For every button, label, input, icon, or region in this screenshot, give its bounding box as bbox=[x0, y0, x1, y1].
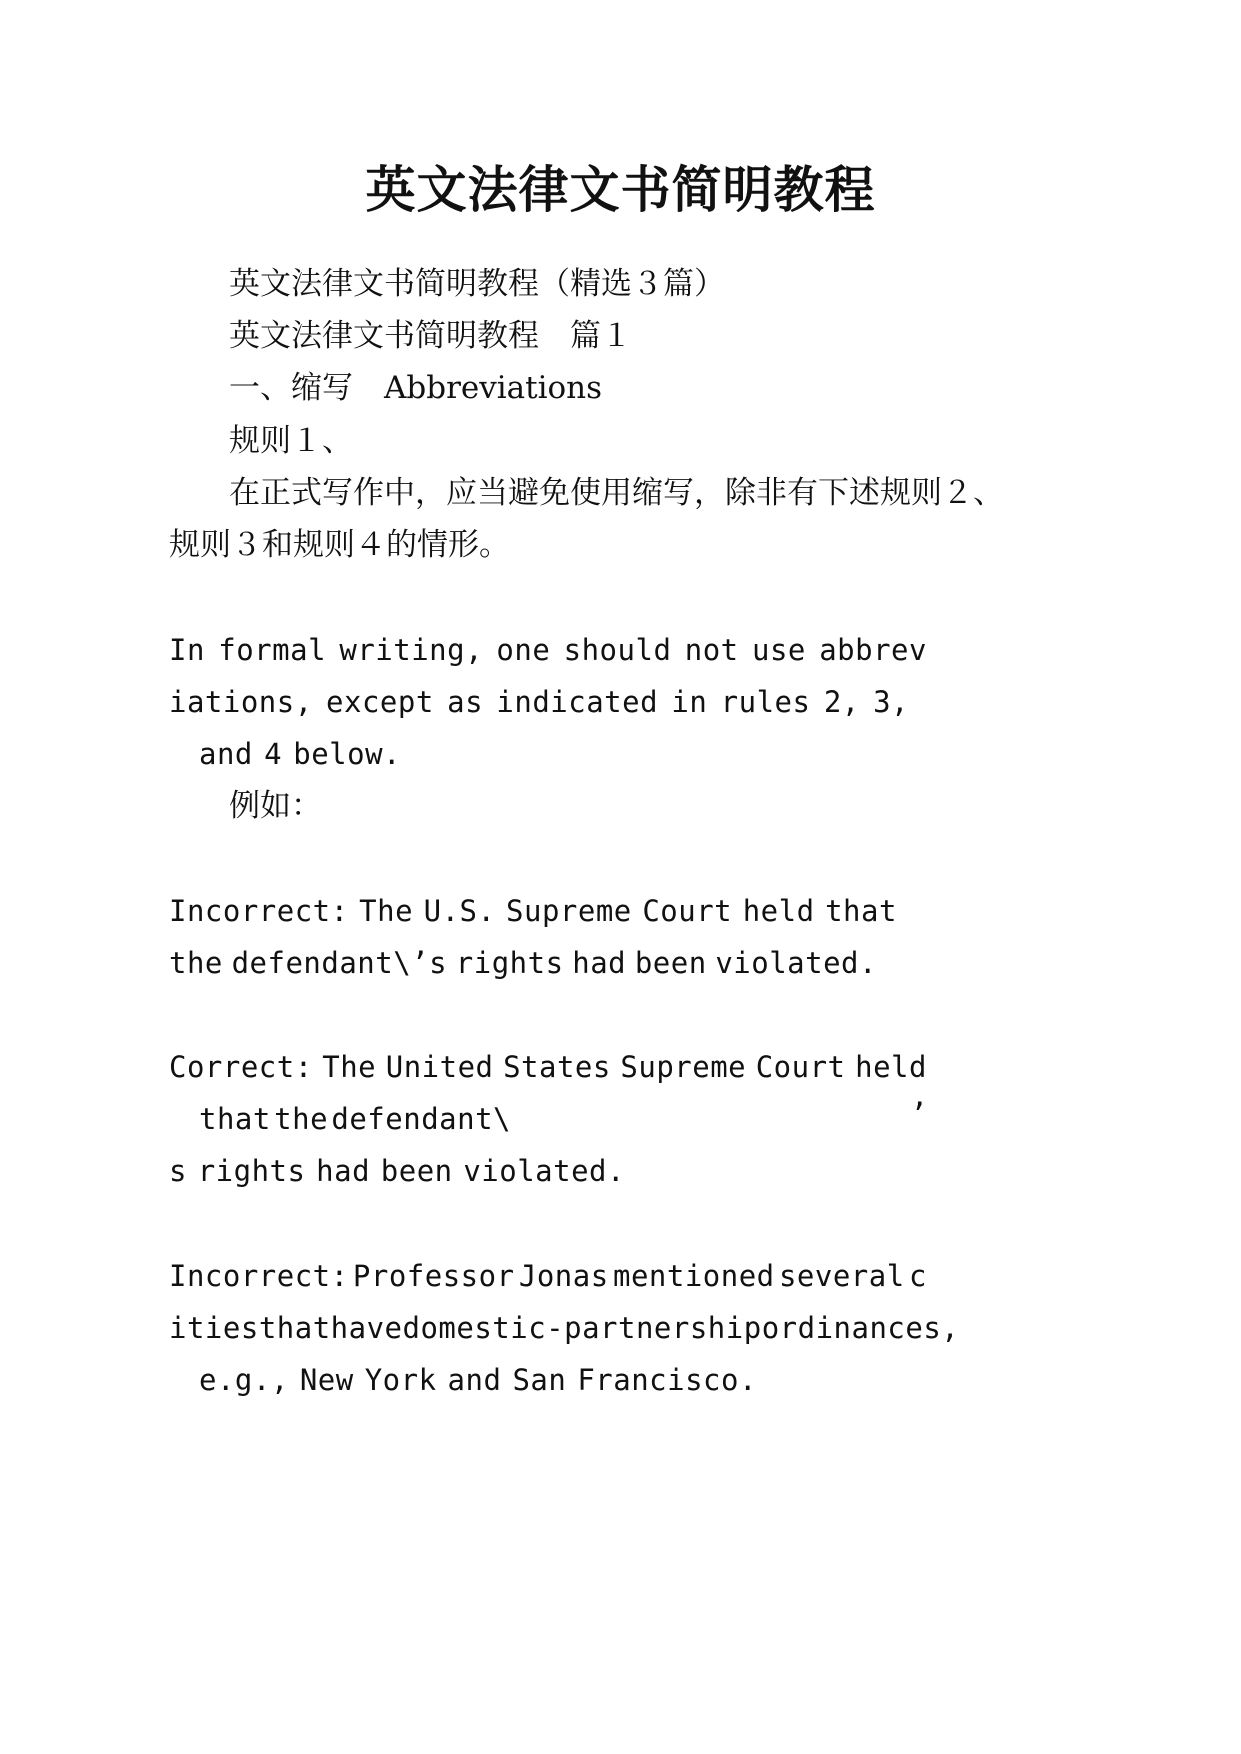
example-2-line2 bbox=[199, 1099, 511, 1139]
word: and bbox=[447, 1363, 502, 1397]
word: violated. bbox=[715, 946, 877, 980]
word: New bbox=[299, 1363, 354, 1397]
rule-1-text-line2: 规则３和规则４的情形。 bbox=[169, 527, 510, 563]
en-rule-line3 bbox=[199, 734, 401, 774]
word: held bbox=[742, 894, 815, 928]
rule-1-text-line1: 在正式写作中，应当避免使用缩写，除非有下述规则２、 bbox=[229, 475, 1004, 511]
word: s bbox=[169, 1154, 187, 1188]
rule-1-label: 规则１、 bbox=[229, 423, 353, 459]
example-2-line3 bbox=[169, 1151, 625, 1191]
word: been bbox=[634, 946, 707, 980]
word: below. bbox=[293, 737, 401, 771]
word: Francisco. bbox=[577, 1363, 757, 1397]
word: ordinances, bbox=[761, 1311, 960, 1345]
word: held bbox=[855, 1050, 927, 1084]
example-3-line2 bbox=[169, 1308, 960, 1348]
example-3-line1 bbox=[169, 1256, 927, 1296]
word: rights bbox=[455, 946, 564, 980]
word: as bbox=[447, 685, 484, 719]
word: San bbox=[512, 1363, 567, 1397]
word: had bbox=[316, 1154, 371, 1188]
word: U.S. bbox=[423, 894, 496, 928]
word: Court bbox=[755, 1050, 846, 1084]
word: violated. bbox=[463, 1154, 625, 1188]
en-rule-line2 bbox=[169, 682, 909, 722]
word: formal bbox=[218, 633, 327, 667]
word: Supreme bbox=[506, 894, 632, 928]
word: rights bbox=[197, 1154, 306, 1188]
word: use bbox=[751, 633, 806, 667]
word: that bbox=[199, 1102, 271, 1136]
word: Correct: bbox=[169, 1050, 313, 1084]
word: mentioned bbox=[613, 1259, 775, 1293]
word: Jonas bbox=[518, 1259, 609, 1293]
word: Professor bbox=[352, 1259, 515, 1293]
word: Incorrect: bbox=[169, 894, 349, 928]
example-3-line3 bbox=[199, 1360, 757, 1400]
word: except bbox=[326, 685, 434, 719]
word: York bbox=[364, 1363, 437, 1397]
word: e.g., bbox=[199, 1363, 289, 1397]
example-label: 例如： bbox=[229, 788, 322, 824]
word: and bbox=[199, 737, 253, 771]
en-rule-line1 bbox=[169, 630, 927, 670]
word: abbrev bbox=[819, 633, 927, 667]
word: The bbox=[322, 1050, 377, 1084]
word: States bbox=[503, 1050, 611, 1084]
word: one bbox=[496, 633, 551, 667]
word: Court bbox=[642, 894, 733, 928]
example-2-line1 bbox=[169, 1047, 927, 1087]
section-abbreviations: 一、缩写 Abbreviations bbox=[229, 370, 603, 406]
word: Incorrect: bbox=[169, 1259, 349, 1293]
word: 2, bbox=[823, 685, 860, 719]
example-1-line2 bbox=[169, 943, 877, 983]
word: writing, bbox=[339, 633, 484, 667]
heading-selected: 英文法律文书简明教程（精选３篇） bbox=[229, 266, 725, 302]
word: in bbox=[671, 685, 708, 719]
word: defendant\’s bbox=[231, 946, 448, 980]
word: c bbox=[908, 1259, 927, 1293]
heading-part-1: 英文法律文书简明教程 篇１ bbox=[229, 318, 632, 354]
word: In bbox=[169, 633, 205, 667]
example-1-line1 bbox=[169, 891, 897, 931]
word: 4 bbox=[264, 737, 283, 771]
word: United bbox=[385, 1050, 494, 1084]
word: Supreme bbox=[620, 1050, 747, 1084]
word: been bbox=[380, 1154, 453, 1188]
word: that bbox=[825, 894, 897, 928]
word: have bbox=[330, 1311, 403, 1345]
word: rules bbox=[720, 685, 811, 719]
word: the bbox=[169, 946, 223, 980]
word: that bbox=[258, 1311, 331, 1345]
word: not bbox=[684, 633, 739, 667]
apostrophe-mark: ’ bbox=[910, 1097, 928, 1131]
word: several bbox=[778, 1259, 905, 1293]
word: indicated bbox=[496, 685, 659, 719]
word: defendant\ bbox=[331, 1102, 511, 1136]
word: 3, bbox=[873, 685, 909, 719]
word: the bbox=[274, 1102, 329, 1136]
word: iations, bbox=[169, 685, 313, 719]
word: domestic-partnership bbox=[402, 1311, 762, 1345]
word: The bbox=[359, 894, 414, 928]
word: ities bbox=[169, 1311, 259, 1345]
document-title: 英文法律文书简明教程 bbox=[365, 160, 876, 219]
word: had bbox=[572, 946, 627, 980]
word: should bbox=[563, 633, 672, 667]
